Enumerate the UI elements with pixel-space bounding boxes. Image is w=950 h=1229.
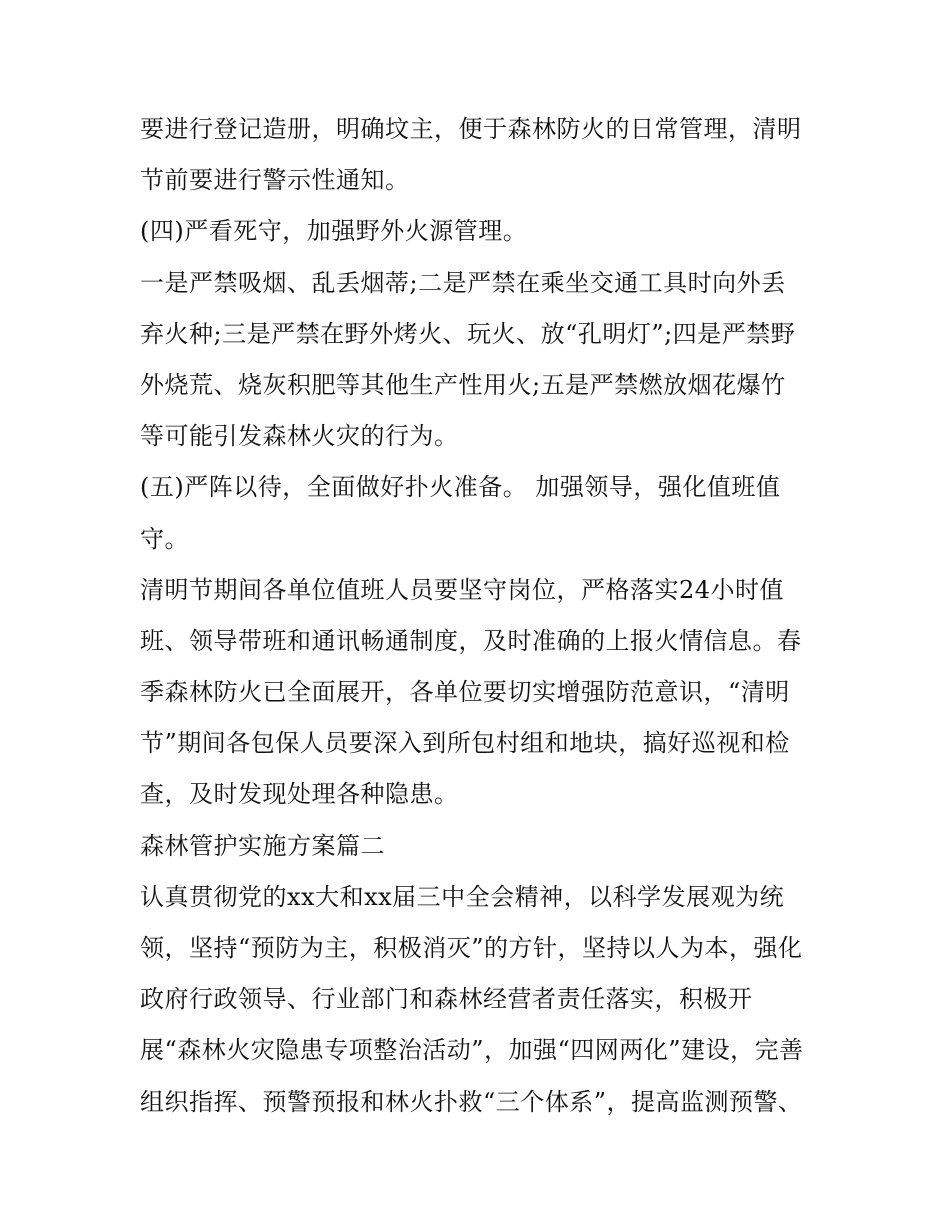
document-body xyxy=(140,104,820,1128)
chapter-title: 森林管护实施方案篇二 xyxy=(140,831,385,860)
text-line: 季森林防火已全面展开，各单位要切实增强防范意识，“清明 xyxy=(140,678,790,707)
text-line: 一是严禁吸烟、乱丢烟蒂;二是严禁在乘坐交通工具时向外丢 xyxy=(140,268,786,297)
text-line: 清明节期间各单位值班人员要坚守岗位，严格落实24小时值 xyxy=(140,575,785,604)
text-line: 组织指挥、预警预报和林火扑救“三个体系”，提高监测预警、 xyxy=(140,1087,803,1116)
text-line: 等可能引发森林火灾的行为。 xyxy=(140,422,459,451)
text-line: 展“森林火灾隐患专项整治活动”，加强“四网两化”建设，完善 xyxy=(140,1036,804,1065)
text-line: 班、领导带班和通讯畅通制度，及时准确的上报火情信息。春 xyxy=(140,626,802,655)
text-line: 查，及时发现处理各种隐患。 xyxy=(140,780,459,809)
text-line: 政府行政领导、行业部门和森林经营者责任落实，积极开 xyxy=(140,985,753,1014)
section-heading: (五)严阵以待，全面做好扑火准备。 加强领导，强化值班值 xyxy=(140,473,781,502)
text-line: 认真贯彻党的xx大和xx届三中全会精神，以科学发展观为统 xyxy=(140,882,785,911)
text-line: 节前要进行警示性通知。 xyxy=(140,166,410,195)
text-line: 外烧荒、烧灰积肥等其他生产性用火;五是严禁燃放烟花爆竹 xyxy=(140,370,786,399)
text-line: 要进行登记造册，明确坟主，便于森林防火的日常管理，清明 xyxy=(140,115,802,143)
text-line: 领，坚持“预防为主，积极消灭”的方针，坚持以人为本，强化 xyxy=(140,934,803,962)
text-line: 守。 xyxy=(140,524,189,553)
section-heading: (四)严看死守，加强野外火源管理。 xyxy=(140,217,528,246)
text-line: 弃火种;三是严禁在野外烤火、玩火、放“孔明灯”;四是严禁野 xyxy=(140,319,796,348)
text-line: 节”期间各包保人员要深入到所包村组和地块，搞好巡视和检 xyxy=(140,729,790,758)
